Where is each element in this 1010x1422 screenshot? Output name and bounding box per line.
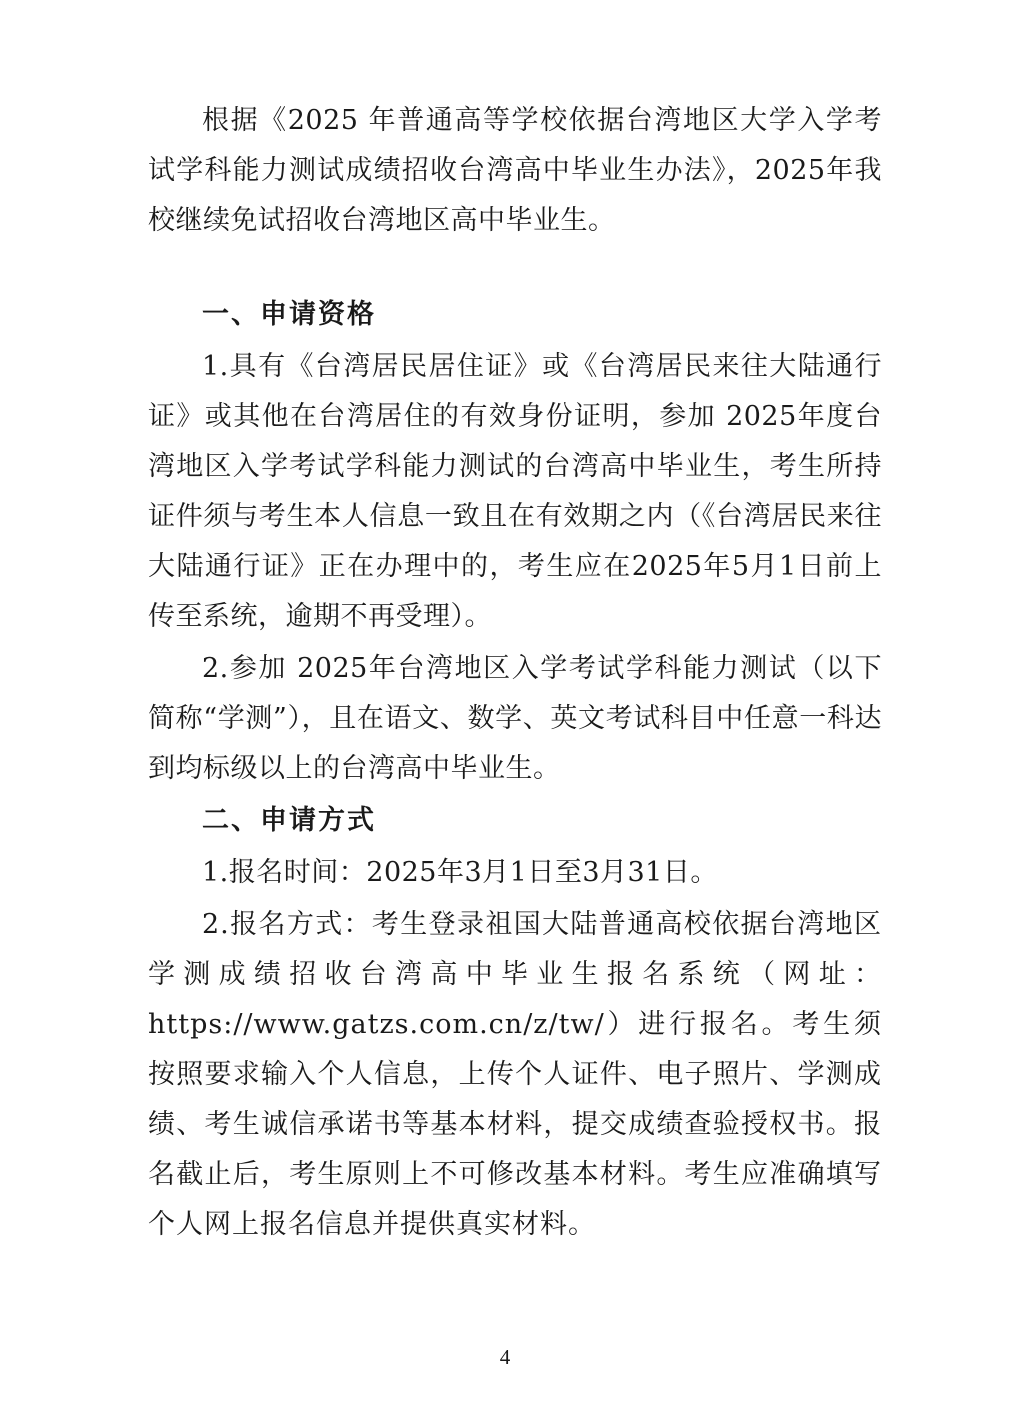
paragraph-method-item-2: 2.报名方式：考生登录祖国大陆普通高校依据台湾地区学测成绩招收台湾高中毕业生报名系统（网址：https://www.gatzs.com.cn/z/tw/）进行报名。考生须按照要求输入个人信息，上传个人证件、电子照片、学测成绩、考生诚信承诺书等基本材料，提交成绩查验授权书。报名截止后，考生原则上不可修改基本材料。考生应准确填写个人网上报名信息并提供真实材料。 bbox=[148, 909, 882, 1240]
paragraph-method-item-1: 1.报名时间：2025年3月1日至3月31日。 bbox=[202, 857, 718, 888]
section-heading-application-qualification: 一、申请资格 bbox=[202, 299, 376, 330]
spacer bbox=[148, 246, 882, 290]
paragraph-qualification-item-2: 2.参加 2025年台湾地区入学考试学科能力测试（以下简称“学测”），且在语文、数学、英文考试科目中任意一科达到均标级以上的台湾高中毕业生。 bbox=[148, 653, 882, 784]
page-number: 4 bbox=[499, 1345, 511, 1369]
document-body bbox=[148, 96, 882, 1250]
paragraph-intro: 根据《2025 年普通高等学校依据台湾地区大学入学考试学科能力测试成绩招收台湾高中毕业生办法》，2025年我校继续免试招收台湾地区高中毕业生。 bbox=[148, 105, 882, 236]
paragraph-qualification-item-1: 1.具有《台湾居民居住证》或《台湾居民来往大陆通行证》或其他在台湾居住的有效身份证明，参加 2025年度台湾地区入学考试学科能力测试的台湾高中毕业生，考生所持证件须与考生本人信息一致且在有效期之内（《台湾居民来往大陆通行证》正在办理中的，考生应在2025年5月1日前上传至系统，逾期不再受理）。 bbox=[148, 351, 882, 632]
section-heading-application-method: 二、申请方式 bbox=[202, 805, 376, 836]
